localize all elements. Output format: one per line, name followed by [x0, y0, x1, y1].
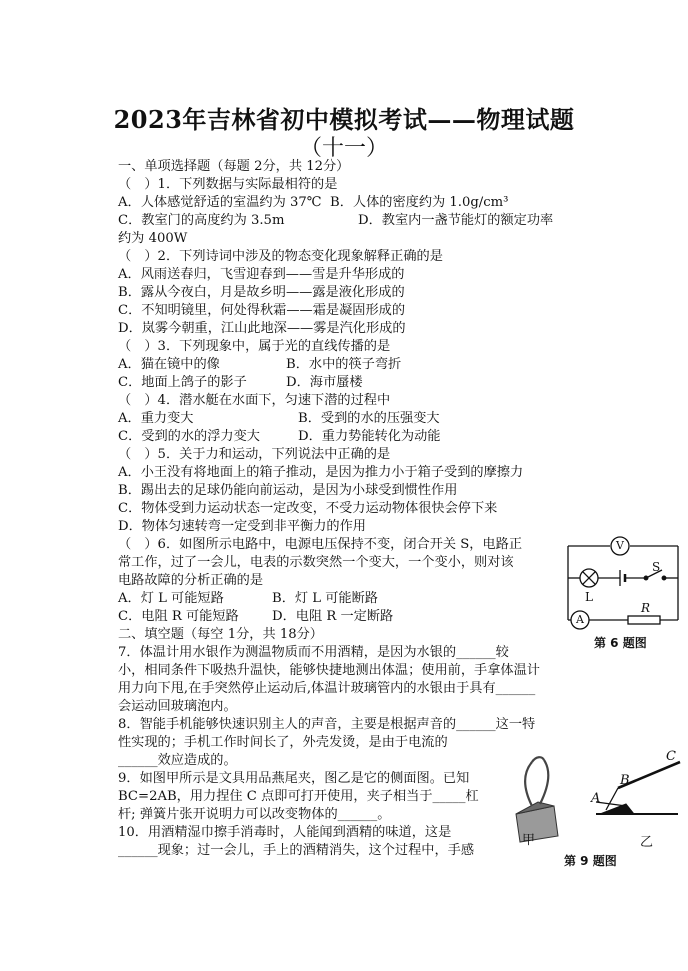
option-1c: C．教室门的高度约为 3.5m: [118, 213, 285, 228]
option-2d: D．岚雾今朝重，江山此地深——雾是汽化形成的: [118, 321, 406, 336]
option-4b: B．受到的水的压强变大: [298, 411, 440, 426]
ammeter-label: A: [576, 613, 584, 626]
label-jia: 甲: [522, 833, 536, 848]
side-view-drawing: [596, 762, 680, 814]
question-10-line1: 10．用酒精湿巾擦手消毒时，人能闻到酒精的味道，这是: [118, 825, 452, 840]
question-8-line1: 8．智能手机能够快速识别主人的声音，主要是根据声音的______这一特: [118, 717, 536, 732]
option-1d: D．教室内一盏节能灯的额定功率: [358, 213, 554, 228]
option-4d: D．重力势能转化为动能: [298, 429, 441, 444]
label-a: A: [591, 791, 601, 806]
binder-clip-figure: [508, 749, 686, 870]
option-6c: C．电阻 R 可能短路: [118, 609, 239, 624]
page-subtitle: （十一）: [299, 136, 388, 161]
option-6d: D．电阻 R 一定断路: [272, 609, 394, 624]
circuit-figure: [562, 534, 682, 652]
option-2a: A．风雨送春归，飞雪迎春到——雪是升华形成的: [118, 267, 405, 282]
question-6-line3: 电路故障的分析正确的是: [118, 573, 264, 588]
question-10-line2: ______现象；过一会儿，手上的酒精消失，这个过程中，手感: [118, 843, 475, 858]
option-5b: B．踢出去的足球仍能向前运动，是因为小球受到惯性作用: [118, 483, 458, 498]
option-3c: C．地面上鸽子的影子: [118, 375, 247, 390]
label-b: B: [620, 773, 630, 788]
figure-6-caption: 第 6 题图: [594, 636, 647, 650]
option-3b: B．水中的筷子弯折: [286, 357, 402, 372]
question-7-line3: 用力向下甩,在手突然停止运动后,体温计玻璃管内的水银由于具有______: [118, 681, 536, 696]
option-1d-cont: 约为 400W: [118, 231, 188, 246]
question-9-line2: BC=2AB，用力捏住 C 点即可打开使用，夹子相当于_____杠: [118, 789, 479, 804]
question-7-line4: 会运动回玻璃泡内。: [118, 699, 237, 714]
section-heading-fill: 二、填空题（每空 1分，共 18分）: [118, 627, 323, 642]
question-6-line1: （ ）6．如图所示电路中，电源电压保持不变，闭合开关 S，电路正: [118, 537, 523, 552]
option-6a: A．灯 L 可能短路: [118, 591, 224, 606]
lamp-label: L: [585, 590, 593, 604]
question-7-line1: 7．体温计用水银作为测温物质而不用酒精，是因为水银的______较: [118, 645, 509, 660]
question-2: （ ）2．下列诗词中涉及的物态变化现象解释正确的是: [118, 249, 443, 264]
question-1: （ ）1．下列数据与实际最相符的是: [118, 177, 338, 192]
question-9-line3: 杆; 弹簧片张开说明力可以改变物体的______。: [118, 807, 391, 822]
section-heading-choice: 一、单项选择题（每题 2分，共 12分）: [118, 159, 350, 174]
voltmeter-label: V: [616, 539, 624, 552]
clip-drawing: [516, 757, 558, 842]
option-5c: C．物体受到力运动状态一定改变，不受力运动物体很快会停下来: [118, 501, 498, 516]
option-6b: B．灯 L 可能断路: [272, 591, 378, 606]
option-3a: A．猫在镜中的像: [118, 357, 220, 372]
option-4a: A．重力变大: [118, 411, 194, 426]
figure-9-caption: 第 9 题图: [564, 854, 617, 868]
option-1b: B．人体的密度约为 1.0g/cm³: [330, 195, 509, 210]
option-2b: B．露从今夜白，月是故乡明——露是液化形成的: [118, 285, 405, 300]
question-8-line2: 性实现的；手机工作时间长了，外壳发烫，是由于电流的: [118, 735, 448, 750]
option-5a: A．小王没有将地面上的箱子推动，是因为推力小于箱子受到的摩擦力: [118, 465, 524, 480]
question-4: （ ）4．潜水艇在水面下，匀速下潜的过程中: [118, 393, 391, 408]
label-c: C: [666, 749, 676, 764]
question-8-line3: ______效应造成的。: [118, 753, 237, 768]
option-1a: A．人体感觉舒适的室温约为 37℃: [118, 195, 322, 210]
switch-label: S: [652, 560, 661, 574]
label-yi: 乙: [640, 835, 654, 850]
question-3: （ ）3．下列现象中，属于光的直线传播的是: [118, 339, 391, 354]
resistor-label: R: [641, 601, 651, 615]
page-title: 2023年吉林省初中模拟考试——物理试题: [113, 105, 575, 134]
option-3d: D．海市蜃楼: [286, 375, 363, 390]
question-6-line2: 常工作，过了一会儿，电表的示数突然一个变大，一个变小，则对该: [118, 555, 514, 570]
option-2c: C．不知明镜里，何处得秋霜——霜是凝固形成的: [118, 303, 406, 318]
option-5d: D．物体匀速转弯一定受到非平衡力的作用: [118, 519, 366, 534]
question-5: （ ）5．关于力和运动，下列说法中正确的是: [118, 447, 391, 462]
question-7-line2: 小，相同条件下吸热升温快，能够快捷地测出体温；使用前，手拿体温计: [118, 663, 540, 678]
option-4c: C．受到的水的浮力变大: [118, 429, 260, 444]
question-9-line1: 9．如图甲所示是文具用品燕尾夹，图乙是它的侧面图。已知: [118, 771, 470, 786]
